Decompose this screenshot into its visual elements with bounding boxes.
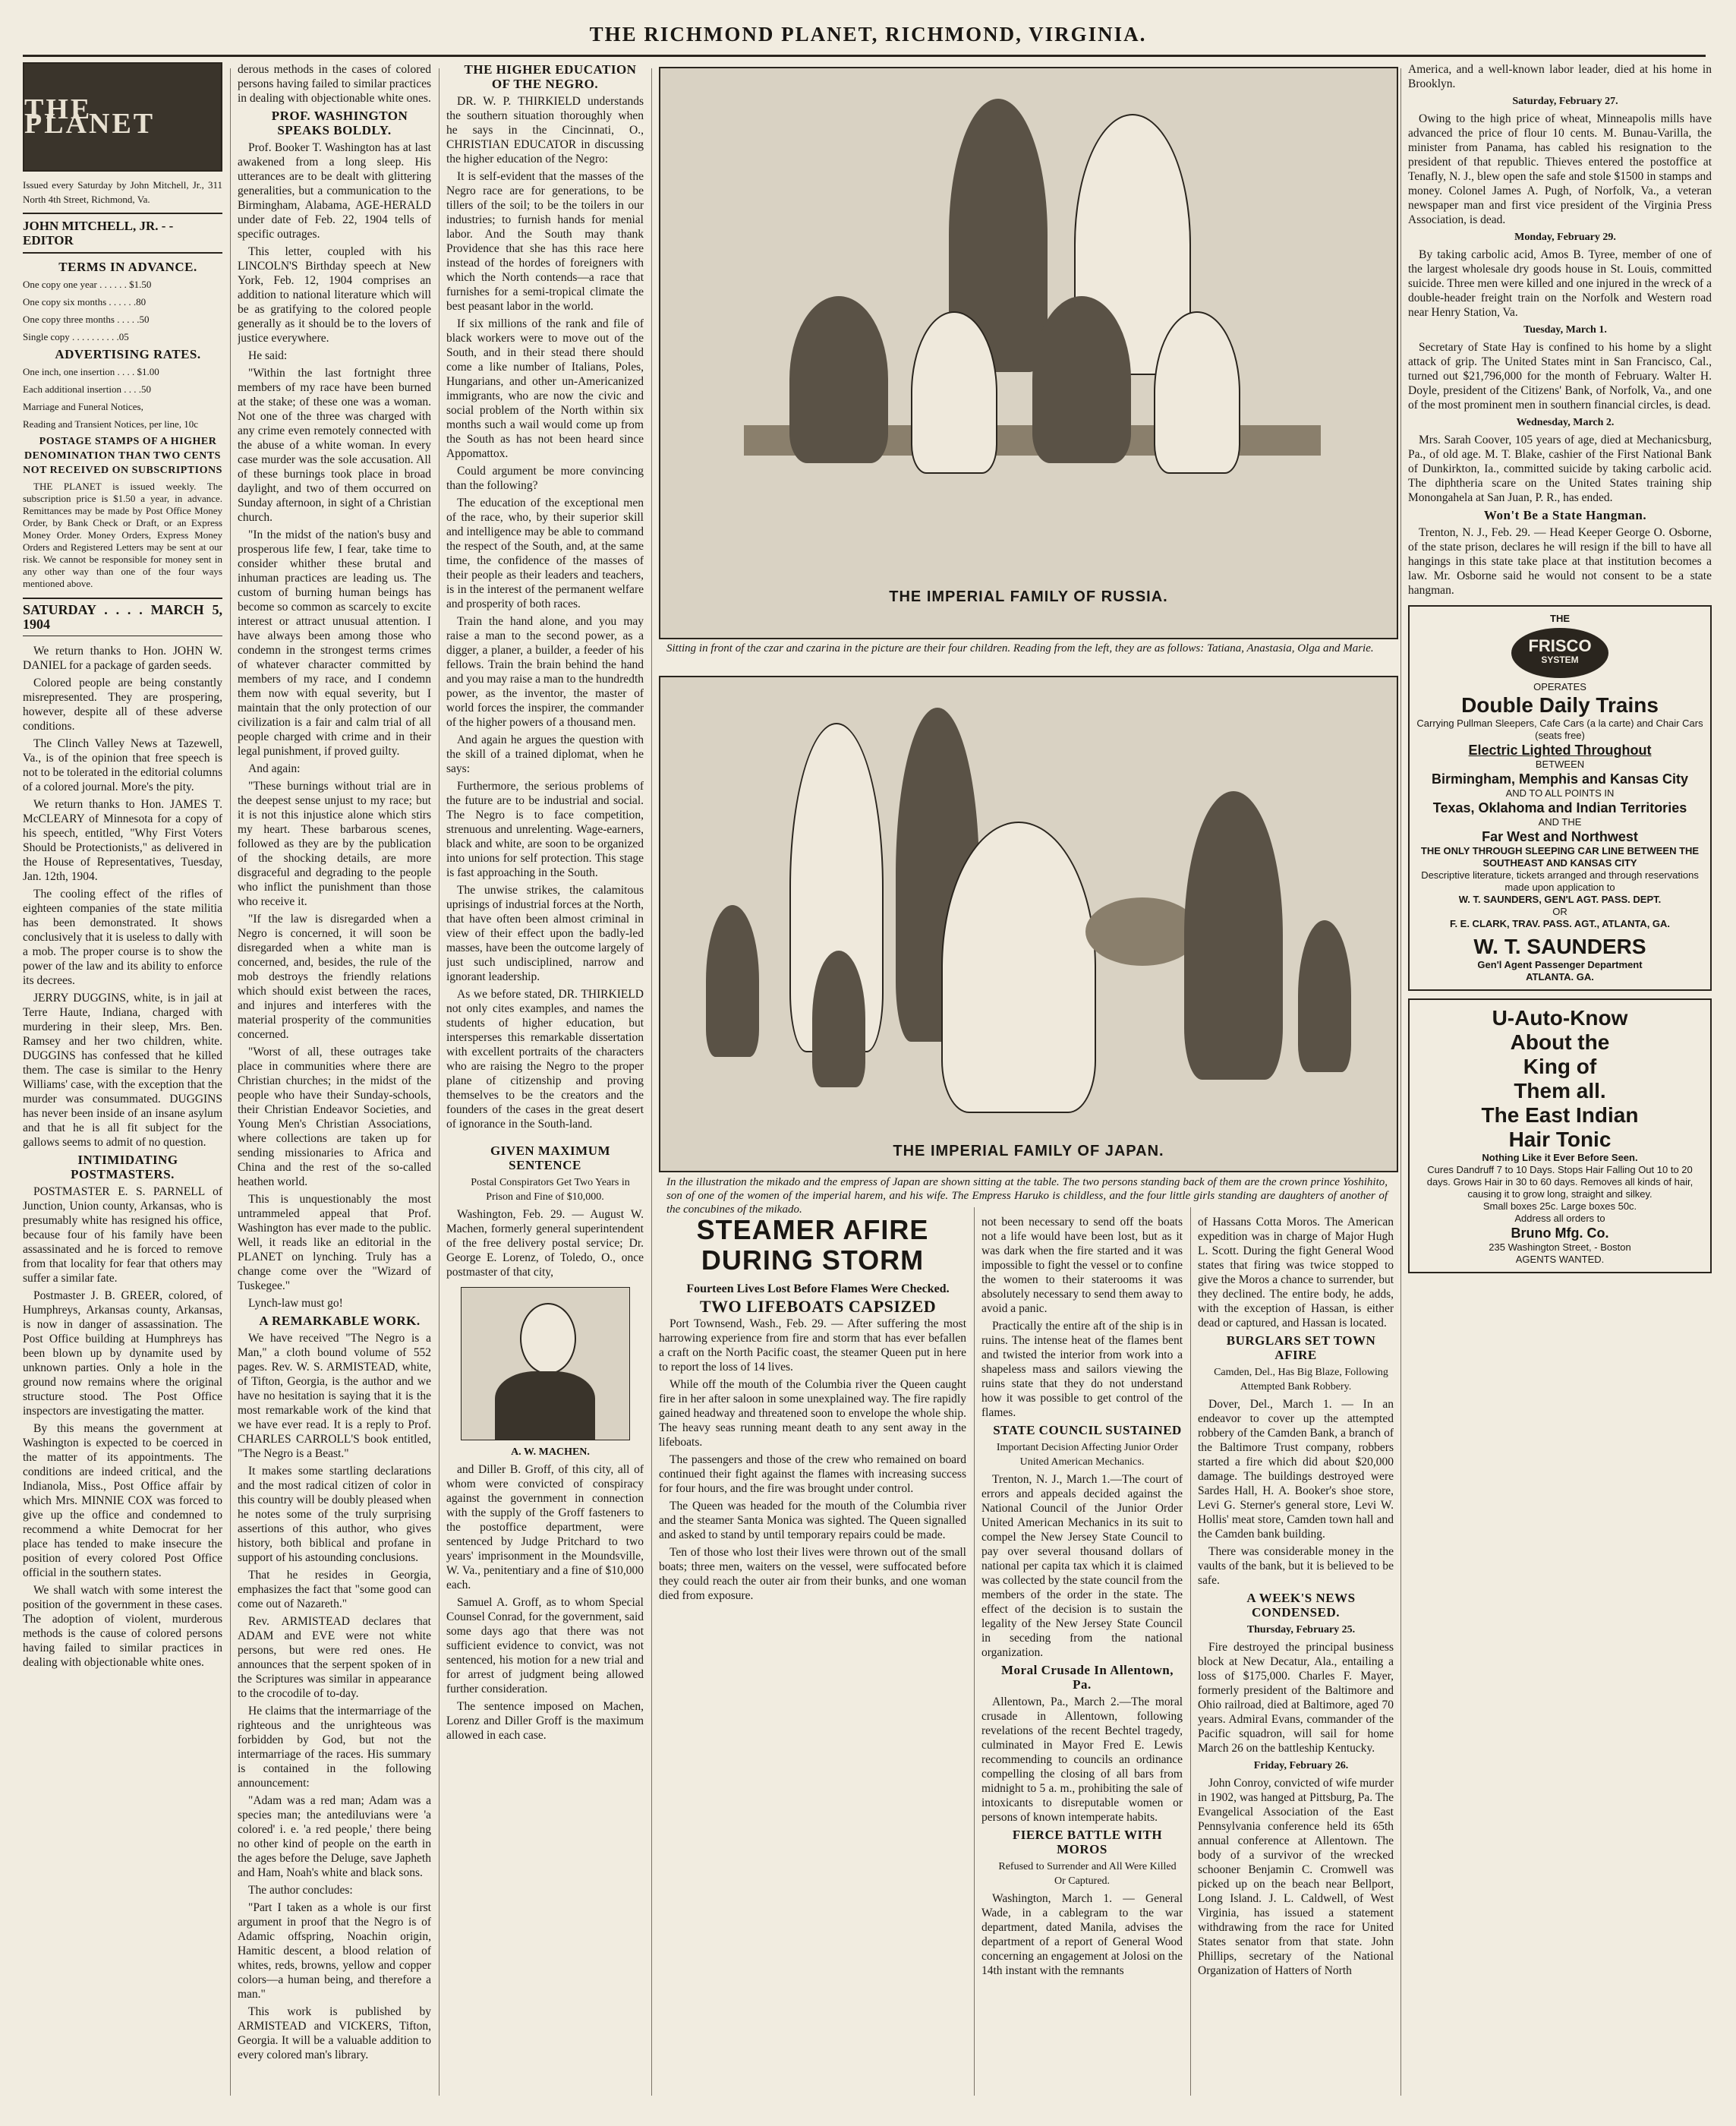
japan-illustration <box>659 676 1398 1172</box>
article-heading: PROF. WASHINGTON SPEAKS BOLDLY. <box>271 109 408 137</box>
child-figure <box>1154 311 1240 474</box>
russia-title: THE IMPERIAL FAMILY OF RUSSIA. <box>889 588 1168 605</box>
ad-text: ATLANTA. GA. <box>1526 971 1594 983</box>
ad-text: AND TO ALL POINTS IN <box>1505 787 1615 799</box>
article-paragraph: The passengers and those of the crew who remained on board continued their fight against the flames with increasing success for four hours, and the fire was brought under control. <box>659 1453 966 1495</box>
article-paragraph: "Part I taken as a whole is our first argument in proof that the Negro is of Adamic offspring, Noachin origin, Hamitic descent, a blood relation of whites, reds, browns, yellow and copper colors—a human being, and therefore a man." <box>238 1901 431 2001</box>
article-heading: INTIMIDATING POSTMASTERS. <box>71 1153 178 1181</box>
russia-caption: Sitting in front of the czar and czarina in the picture are their four children. Reading from the left, they are as follows: Tatiana, Anastasia, Olga and Marie. <box>666 642 1374 655</box>
japan-title: THE IMPERIAL FAMILY OF JAPAN. <box>893 1143 1164 1159</box>
article-paragraph: Could argument be more convincing than the following? <box>446 465 644 492</box>
article-paragraph: "These burnings without trial are in the deepest sense unjust to my race; but it is not this injustice alone which stirs my heart. These barbarous scenes, followed as they are by the publication of the shocking details, are more disgraceful and degrading to the people who inflict the punishment than those who receive it. <box>238 780 431 908</box>
article-paragraph: Port Townsend, Wash., Feb. 29. — After suffering the most harrowing experience from fire and storm that has ever befallen a craft on the North Pacific coast, the steamer Queen put in here to report the loss of 14 lives. <box>659 1317 966 1374</box>
day-news: John Conroy, convicted of wife murder in 1902, was hanged at Pittsburg, Pa. The Evangelical Association of the East Pennsylvania conference held its 65th annual conference at Allentown. The body of a survivor of the wrecked schooner Benjamin C. Cromwell was picked up on the beach near Bellport, Long Island. J. L. Caldwell, of West Virginia, has issued a statement withdrawing from the race for United States senator from that state. John Phillips, secretary of the National Organization of Hatters of North <box>1198 1777 1394 1977</box>
article-paragraph: Ten of those who lost their lives were thrown out of the small boats; three men, waiters on the vessel, were suffocated before they could reach the outer air from their bunks, and one woman died from exposure. <box>659 1546 966 1602</box>
article-paragraph: Trenton, N. J., March 1.—The court of errors and appeals decided against the National Council of the Junior Order United American Mechanics in its suit to compel the New Jersey State Council to pay over several thousand dollars of national per capita tax which it is claimed was collected by the state council from the members of the order in the state. The effect of the decision is to sustain the legality of the New Jersey State Council in seceding from the national organization. <box>981 1473 1183 1659</box>
day-heading: Monday, February 29. <box>1514 232 1616 243</box>
article-paragraph: Train the hand alone, and you may raise a man to the second power, as a digger, a planer, a builder, a feeder of his fellows. Train the brain behind the hand and you may raise a man to the hundredth power, as the inventor, the master of world forces the inspirer, the commander of the higher powers of a thousand men. <box>446 615 644 729</box>
ad-text: Electric Lighted Throughout <box>1468 743 1652 758</box>
day-heading: Saturday, February 27. <box>1512 96 1618 107</box>
ad-headline: Double Daily Trains <box>1461 693 1659 717</box>
terms-heading: TERMS IN ADVANCE. <box>58 260 197 274</box>
column-3 <box>446 62 644 2103</box>
column-rule <box>230 68 231 2096</box>
article-subheading: Postal Conspirators Get Two Years in Prison and Fine of $10,000. <box>471 1177 630 1203</box>
subscription-notice: THE PLANET is issued weekly. The subscription price is $1.50 a year, in advance. Remittances may be made by Post Office Money Order, by Bank Check or Draft, or an Express Money Order. Money Orders, Express Money Orders and Registered Letters may be sent at our risk. We cannot be responsible for money sent in any other way than one of the four ways mentioned above. <box>23 481 222 589</box>
ad-headline: W. T. SAUNDERS <box>1473 935 1646 958</box>
article-paragraph: DR. W. P. THIRKIELD understands the southern situation thoroughly when he says in the Cincinnati, O., CHRISTIAN EDUCATOR in discussing the higher education of the Negro: <box>446 95 644 166</box>
column-rule <box>1190 1207 1191 2096</box>
column-6 <box>1198 1215 1394 2103</box>
article-paragraph: of Hassans Cotta Moros. The American expedition was in charge of Major Hugh L. Scott. During the fight General Wood states that firing was twice stopped to give the Moros a chance to surrender, but they declined. The entire body, he adds, with the exception of Hassan, is either dead or captured, and Hassan is located. <box>1198 1216 1394 1330</box>
day-news: Mrs. Sarah Coover, 105 years of age, died at Mechanicsburg, Pa., of old age. M. T. Blake, cashier of the First National Bank of Dunkirkton, Ia., committed suicide by taking carbolic acid. The diphtheria scare on the United States training ship Monongahela at San Juan, P. R., has ended. <box>1408 434 1712 504</box>
article-heading: THE HIGHER EDUCATION OF THE NEGRO. <box>464 62 637 91</box>
column-4 <box>659 1215 966 2103</box>
article-paragraph: This letter, coupled with his LINCOLN'S Birthday speech at New York, Feb. 12, 1904 comprises an addition to national literature which will be as gratifying to the colored people generally as it should be to the lovers of justice everywhere. <box>238 245 431 345</box>
ad-text: Bruno Mfg. Co. <box>1511 1225 1609 1241</box>
article-paragraph: And again: <box>248 762 301 775</box>
issue-dateline: SATURDAY . . . . MARCH 5, 1904 <box>23 598 222 636</box>
article-subheading: TWO LIFEBOATS CAPSIZED <box>699 1297 937 1316</box>
ad-rates-heading: ADVERTISING RATES. <box>55 347 201 361</box>
ad-text: OR <box>1552 906 1567 917</box>
masthead-logo: THE PLANET <box>23 62 222 172</box>
column-7 <box>1408 62 1712 2103</box>
editorial-paragraph: JERRY DUGGINS, white, is in jail at Terre Haute, Indiana, charged with murdering in their sleep, Mrs. Ben. Ramsey and her two children, white. DUGGINS has confessed that he killed them. The case is similar to the Henry Williams' case, with the exception that the murder was consummated. DUGGINS has never been inside of an insane asylum and that he is all fit subject for the gallows seems to admit of no question. <box>23 992 222 1149</box>
machen-portrait <box>461 1287 630 1440</box>
ad-text: Address all orders to <box>1514 1213 1605 1224</box>
mikado-figure <box>1184 791 1283 1080</box>
article-paragraph: "Within the last fortnight three members of my race have been burned at the stake; of these one was a woman. Not one of the three was charged with any crime even remotely connected with the abuse of a white woman. In every case murder was the sole accusation. All of these burnings took place in broad daylight, and two of them occurred on Sunday afternoon, in sight of a Christian church. <box>238 367 431 524</box>
ad-text: Nothing Like it Ever Before Seen. <box>1482 1152 1638 1163</box>
frisco-logo <box>1511 628 1608 678</box>
child-figure <box>706 905 759 1057</box>
column-1 <box>23 62 222 2103</box>
article-paragraph: While off the mouth of the Columbia river the Queen caught fire in her after saloon in some unexplained way. The fire rapidly gained headway and threatened soon to envelope the whole ship. The heavy seas running meant death to any sent away in the lifeboats. <box>659 1378 966 1449</box>
article-paragraph: Samuel A. Groff, as to whom Special Counsel Conrad, for the government, said some days ago that there was not sufficient evidence to convict, was not sentenced, his motion for a new trial and for arrest of judgment being allowed further consideration. <box>446 1596 644 1695</box>
hair-tonic-advertisement <box>1408 998 1712 1273</box>
child-figure <box>1032 296 1131 463</box>
article-paragraph: The sentence imposed on Machen, Lorenz and Diller Groff is the maximum allowed in each case. <box>446 1700 644 1742</box>
ad-text: Birmingham, Memphis and Kansas City <box>1431 771 1689 787</box>
ad-text: W. T. SAUNDERS, GEN'L AGT. PASS. DEPT. <box>1458 894 1662 905</box>
article-paragraph: If six millions of the rank and file of black workers were to move out of the South, and in their stead there should come a like number of Italians, Poles, Hungarians, and other un-Americanized immigrants, who are now the civic and social problem of the North within six months such a wail would come up from the South as has not been heard since Appomattox. <box>446 317 644 460</box>
article-subheading: Important Decision Affecting Junior Order United American Mechanics. <box>996 1442 1179 1468</box>
empress-figure <box>941 822 1096 1113</box>
column-rule <box>1400 68 1401 2096</box>
child-figure <box>812 951 865 1087</box>
column-rule <box>651 68 652 2096</box>
ad-text: AGENTS WANTED. <box>1515 1254 1605 1265</box>
article-paragraph: Dover, Del., March 1. — In an endeavor to cover up the attempted robbery of the Camden Bank, a branch of the Baltimore Trust company, robbers started a fire which did about $20,000 damage. The buildings destroyed were Sardes Hall, H. A. Booker's shoe store, Levi G. Sterner's general store, Levi W. Hollis' meat store, Camden town hall and the Camden bank building. <box>1198 1398 1394 1541</box>
ad-text: Descriptive literature, tickets arranged and through reservations made upon application to <box>1421 869 1699 893</box>
ad-headline: U-Auto-Know <box>1492 1006 1628 1030</box>
ad-text: BETWEEN <box>1535 759 1585 770</box>
article-heading: Moral Crusade In Allentown, Pa. <box>1001 1663 1174 1692</box>
article-heading: BURGLARS SET TOWN AFIRE <box>1226 1333 1376 1362</box>
day-heading: Friday, February 26. <box>1253 1760 1349 1771</box>
article-paragraph: Washington, Feb. 29. — August W. Machen, formerly general superintendent of the free delivery postal service; Dr. George E. Lorenz, of Toledo, O., once postmaster of that city, <box>446 1208 644 1279</box>
article-paragraph: America, and a well-known labor leader, died at his home in Brooklyn. <box>1408 63 1712 90</box>
stamps-notice: POSTAGE STAMPS OF A HIGHER DENOMINATION THAN TWO CENTS NOT RECEIVED ON SUBSCRIPTIONS <box>23 436 222 476</box>
article-paragraph: "Adam was a red man; Adam was a species man; the antediluvians were 'a colored' i. e. 'a red people,' there being no other kind of people on the earth in the ages before the Deluge, save Japheth and Ham, Noah's white and black sons. <box>238 1794 431 1879</box>
editorial-paragraph: The Clinch Valley News at Tazewell, Va., is of the opinion that free speech is not to be tolerated in the editorial columns of a colored journal. More's the pity. <box>23 737 222 793</box>
russia-illustration <box>659 67 1398 639</box>
day-heading: Wednesday, March 2. <box>1516 417 1615 428</box>
ad-text: Small boxes 25c. Large boxes 50c. <box>1482 1200 1637 1212</box>
ad-text: Far West and Northwest <box>1482 829 1638 844</box>
table <box>1085 897 1199 966</box>
article-paragraph: By this means the government at Washington is expected to be coerced in the matter of its appointments. The conditions are indeed critical, and the Indianola, Miss., Post Office affair by which Mrs. MINNIE COX was forced to give up the office and condemned to recommend a white Democrat for her place has tended to make insecure the position of every colored Post Office official in the southern states. <box>23 1422 222 1579</box>
ad-rate-item: Each additional insertion . . . .50 <box>23 383 151 395</box>
ad-text: F. E. CLARK, TRAV. PASS. AGT., ATLANTA, GA. <box>1449 918 1671 929</box>
ad-headline: King of <box>1523 1055 1597 1078</box>
portrait-face <box>520 1303 576 1374</box>
steamer-headline: STEAMER AFIRE <box>696 1215 929 1245</box>
article-paragraph: As we before stated, DR. THIRKIELD not only cites examples, and names the students of higher education, but intersperses this remarkable dissertation with excellent portraits of the characters who are raising the Negro to the proper plane of citizenship and proving themselves to be the creators and the founders of the cases in the great desert of ignorance in the South-land. <box>446 988 644 1131</box>
child-figure <box>911 311 997 474</box>
ad-rate-item: Marriage and Funeral Notices, <box>23 401 143 412</box>
column-rule <box>439 68 440 2096</box>
japan-caption: In the illustration the mikado and the empress of Japan are shown sitting at the table. The two persons standing back of them are the crown prince Yoshihito, son of one of the women of the imperial harem, and his wife. The Empress Haruko is childless, and the four little girls standing are daughters of another of the concubines of the mikado. <box>666 1176 1388 1216</box>
article-paragraph: Allentown, Pa., March 2.—The moral crusade in Allentown, following revelations of the recent Bechtel tragedy, culminated in Mayor Fred E. Lewis recommending to councils an ordinance compelling the closing of all bars from midnight to 5 a. m., prohibiting the sale of intoxicants to disreputable women or persons of known intemperate habits. <box>981 1695 1183 1824</box>
column-2 <box>238 62 431 2103</box>
ad-text: THE ONLY THROUGH SLEEPING CAR LINE BETWEEN THE SOUTHEAST AND KANSAS CITY <box>1420 845 1700 869</box>
publisher-line: Issued every Saturday by John Mitchell, Jr., 311 North 4th Street, Richmond, Va. <box>23 179 222 205</box>
day-news: Secretary of State Hay is confined to his home by a slight attack of grip. The United States mint in San Francisco, Cal., turned out $21,796,000 for the month of February. Walter H. Doyle, president of the Citizens' Bank, of Norfolk, Va., and one of the most prominent men in southern financial circles, is dead. <box>1408 341 1712 412</box>
article-heading: A WEEK'S NEWS CONDENSED. <box>1246 1591 1356 1620</box>
article-paragraph: He claims that the intermarriage of the righteous and the unrighteous was forbidden by God, but not the intermarriage of the races. His summary is contained in the following announcement: <box>238 1705 431 1790</box>
ad-text: AND THE <box>1538 816 1582 828</box>
ad-text: Cures Dandruff 7 to 10 Days. Stops Hair Falling Out 10 to 20 days. Grows Hair in 30 to 60 days. Removes all kinds of hair, causing it to grow long, straight and silkey. <box>1426 1164 1693 1200</box>
day-heading: Tuesday, March 1. <box>1523 324 1607 336</box>
article-paragraph: That he resides in Georgia, emphasizes the fact that "some good can come out of Nazareth." <box>238 1569 431 1610</box>
article-paragraph: We have received "The Negro is a Man," a cloth bound volume of 552 pages. Rev. W. S. ARMISTEAD, white, of Tifton, Georgia, is the author and we have no hesitation is saying that it is the most remarkable work of the kind that we have ever read. It is a reply to Prof. CHARLES CARROLL'S book entitled, "The Negro is a Beast." <box>238 1332 431 1460</box>
editorial-paragraph: Colored people are being constantly misrepresented. They are prospering, however, despite all of these adverse conditions. <box>23 677 222 733</box>
portrait-body <box>495 1371 596 1440</box>
article-paragraph: The Queen was headed for the mouth of the Columbia river and the steamer Santa Monica was sighted. The Queen signalled and asked to stand by until temporary repairs could be made. <box>659 1500 966 1541</box>
child-figure <box>1298 920 1351 1072</box>
terms-item: One copy six months . . . . . .80 <box>23 296 147 308</box>
ad-text: Gen'l Agent Passenger Department <box>1477 959 1643 970</box>
continued-text: derous methods in the cases of colored persons having failed to similar practices in dealing with objectionable white ones. <box>238 63 431 105</box>
article-paragraph: "If the law is disregarded when a Negro is concerned, it will soon be disregarded when a white man is concerned, and, besides, the rule of the mob destroys the friendly relations which should exist between the races, and injures and interferes with the material prosperity of the communities concerned. <box>238 913 431 1041</box>
article-paragraph: And again he argues the question with the skill of a trained diplomat, when he says: <box>446 733 644 775</box>
article-paragraph: Postmaster J. B. GREER, colored, of Humphreys, Arkansas county, Arkansas, is now in danger of assassination. The Post Office building at Humphreys has been blown up by dynamite used by unknown parties. Only a hole in the ground now remains where the original structure stood. The Post Office inspectors are investigating the matter. <box>23 1289 222 1418</box>
article-paragraph: There was considerable money in the vaults of the bank, but it is believed to be safe. <box>1198 1545 1394 1587</box>
article-paragraph: This is unquestionably the most untrammeled appeal that Prof. Washington has ever made to the public. Well, it reads like an editorial in the PLANET on lynching. Truly has a change come over the "Wizard of Tuskegee." <box>238 1193 431 1292</box>
ad-rate-item: One inch, one insertion . . . . $1.00 <box>23 366 159 377</box>
day-news: Owing to the high price of wheat, Minneapolis mills have advanced the price of flour 10 cents. M. Bunau-Varilla, the minister from Panama, has cabled his resignation to the president of that republic. Thieves entered the postoffice at Tenafly, N. J., blew open the safe and stole $1500 in stamps and money. Colonel James A. Pugh, of Norfolk, Va., a veteran newspaper man and first vice president of the Virginia Press Association, is dead. <box>1408 112 1712 226</box>
article-paragraph: and Diller B. Groff, of this city, all of whom were convicted of conspiracy against the government in connection with the supply of the Groff fasteners to the postoffice department, were sentenced by Judge Pritchard to two years' imprisonment in the Moundsville, W. Va., penitentiary and a fine of $10,000 each. <box>446 1463 644 1591</box>
ad-text: 235 Washington Street, - Boston <box>1489 1241 1631 1253</box>
ad-text: Carrying Pullman Sleepers, Cafe Cars (a la carte) and Chair Cars (seats free) <box>1416 718 1703 741</box>
ad-headline: Them all. <box>1514 1079 1606 1102</box>
terms-item: One copy one year . . . . . . $1.50 <box>23 279 152 290</box>
editorial-paragraph: The cooling effect of the rifles of eighteen companies of the state militia has been demonstrated. It shows conclusively that it is useless to dally with a mob. The proper course is to show the power of the law and its ability to enforce its decrees. <box>23 888 222 987</box>
frisco-logo-text: FRISCO <box>1528 636 1592 655</box>
editor-line: JOHN MITCHELL, JR. - - EDITOR <box>23 213 222 254</box>
ad-text: OPERATES <box>1533 681 1586 692</box>
article-paragraph: It is self-evident that the masses of the Negro race are for generations, to be tillers of the soil; to be the toilers in our industries; to furnish hands for menial labor. And the South may thank Providence that she has this race here instead of the hordes of foreigners with which the North contends—a race that furnishes for a semi-tropical climate the best peasant labor in the world. <box>446 170 644 313</box>
child-figure <box>789 296 888 463</box>
article-paragraph: Rev. ARMISTEAD declares that ADAM and EVE were not white persons, but were red ones. He announces that the serpent spoken of in the Scriptures was similar in appearance to the crocodile of to-day. <box>238 1615 431 1700</box>
article-paragraph: not been necessary to send off the boats not a life would have been lost, but as it was dark when the fire started and it was impossible to fight the vessel or to confine the women to their staterooms it was absolutely necessary to send them away to avoid a panic. <box>981 1216 1183 1315</box>
top-rule <box>23 55 1706 57</box>
ad-text: THE <box>1550 613 1570 624</box>
article-paragraph: Furthermore, the serious problems of the future are to be industrial and social. The Negro is to face competition, strenuous and unrelenting. Wage-earners, black and white, are soon to be organized into unions for self protection. This stage is fast approaching in the South. <box>446 780 644 879</box>
article-heading: FIERCE BATTLE WITH MOROS <box>1012 1828 1163 1856</box>
steamer-headline: DURING STORM <box>701 1244 925 1276</box>
ad-text: Texas, Oklahoma and Indian Territories <box>1432 800 1687 815</box>
column-5 <box>981 1215 1183 2103</box>
ad-headline: About the <box>1510 1030 1610 1054</box>
article-paragraph: This work is published by ARMISTEAD and VICKERS, Tifton, Georgia. It will be a valuable addition to every colored man's library. <box>238 2005 431 2061</box>
ad-headline: Hair Tonic <box>1508 1128 1612 1151</box>
article-paragraph: Prof. Booker T. Washington has at last awakened from a long sleep. His utterances are to be dealt with glittering generalities, but a communication to the Birmingham, Alabama, AGE-HERALD under date of Feb. 22, 1904 tells of specific outrages. <box>238 141 431 241</box>
portrait-caption: A. W. MACHEN. <box>511 1446 590 1458</box>
article-paragraph: "In the midst of the nation's busy and prosperous life few, I fear, take time to consider whither these brutal and inhuman practices are leading us. The custom of burning human beings has become so common as scarcely to excite interest or attract unusual attention. I have always been among those who condemn in the strongest terms crimes of whatever character committed by members of my race, and I condemn them now with equal severity, but I maintain that the only protection of our civilization is a fair and calm trial of all people charged with crime and in their legal punishment, if proved guilty. <box>238 528 431 758</box>
article-subheading: Camden, Del., Has Big Blaze, Following Attempted Bank Robbery. <box>1214 1367 1388 1393</box>
frisco-advertisement <box>1408 605 1712 991</box>
article-heading: A REMARKABLE WORK. <box>259 1314 421 1328</box>
article-heading: GIVEN MAXIMUM SENTENCE <box>490 1143 611 1172</box>
column-rule <box>974 1207 975 2096</box>
article-paragraph: Lynch-law must go! <box>248 1297 343 1310</box>
article-subheading: Refused to Surrender and All Were Killed Or Captured. <box>998 1861 1177 1887</box>
article-paragraph: He said: <box>248 349 288 362</box>
article-paragraph: Trenton, N. J., Feb. 29. — Head Keeper George O. Osborne, of the state prison, declares he will resign if the bill to have all hangings in this state take place at that institution becomes a law. Mr. Osborne said he would not consent to be a state hangman. <box>1408 526 1712 597</box>
article-paragraph: "Worst of all, these outrages take place in communities where there are Christian churches; in the midst of the people who have their Sunday-schools, their Christian Endeavor Societies, and Young Men's Christian Associations, where collections are taken up for sending missionaries to Africa and China and the rest of the so-called heathen world. <box>238 1046 431 1188</box>
article-subheading: Fourteen Lives Lost Before Flames Were Checked. <box>686 1282 950 1295</box>
article-paragraph: It makes some startling declarations and the most radical citizen of color in this country will be doubly pleased when he notes some of the truly surprising assertions of this author, who gives history, both biblical and profane in support of his astounding conclusions. <box>238 1465 431 1564</box>
day-news: By taking carbolic acid, Amos B. Tyree, member of one of the largest wholesale dry goods house in St. Louis, committed suicide. Three men were killed and one injured in the wreck of a double-header freight train on the Norfolk and Western road near Henry Station, Va. <box>1408 248 1712 319</box>
article-paragraph: Washington, March 1. — General Wade, in a cablegram to the war department, dated Manila, advises the department of a report of General Wood concerning an engagement at Jolosi on the 14th instant with the remnants <box>981 1892 1183 1977</box>
article-paragraph: POSTMASTER E. S. PARNELL of Junction, Union county, Arkansas, who is presumably white has resigned his office, because four of his family have been assassinated and he is forced to remove from that locality for fear that others may suffer a similar fate. <box>23 1185 222 1285</box>
running-head: THE RICHMOND PLANET, RICHMOND, VIRGINIA. <box>589 23 1147 46</box>
editorial-paragraph: We return thanks to Hon. JOHN W. DANIEL for a package of garden seeds. <box>23 645 222 672</box>
article-paragraph: Practically the entire aft of the ship is in ruins. The intense heat of the flames bent and twisted the interior from work into a shapeless mass and sailors viewing the ruins state that they do not understand how it was possible to get control of the flames. <box>981 1320 1183 1419</box>
ad-rate-item: Reading and Transient Notices, per line, 10c <box>23 418 199 430</box>
terms-item: Single copy . . . . . . . . . .05 <box>23 331 129 342</box>
ad-headline: The East Indian <box>1481 1103 1639 1127</box>
article-paragraph: We shall watch with some interest the position of the government in these cases. The adoption of violent, murderous methods is the cause of colored persons having failed to similar practices in dealing with objectionable white ones. <box>23 1584 222 1669</box>
article-heading: Won't Be a State Hangman. <box>1483 508 1647 522</box>
article-paragraph: The unwise strikes, the calamitous uprisings of industrial forces at the North, that have often been almost criminal in view of their effect upon the badly-led masses, have been the outcome largely of just such undisciplined, narrow and ignorant leadership. <box>446 884 644 983</box>
terms-item: One copy three months . . . . .50 <box>23 314 150 325</box>
day-heading: Thursday, February 25. <box>1246 1624 1356 1636</box>
day-news: Fire destroyed the principal business block at New Decatur, Ala., entailing a loss of $175,000. Charles F. Mayer, formerly president of the Baltimore and Ohio railroad, died at Baltimore, aged 70 years. Admiral Evans, commander of the Pacific squadron, will sail for home March 26 on the battleship Kentucky. <box>1198 1641 1394 1755</box>
editorial-paragraph: We return thanks to Hon. JAMES T. McCLEARY of Minnesota for a copy of his speech, entitled, "Why First Voters Should be Protectionists," as delivered in the House of Representatives, Tuesday, Jan. 12th, 1904. <box>23 798 222 883</box>
frisco-logo-sub: SYSTEM <box>1541 655 1579 665</box>
article-paragraph: The education of the exceptional men of the race, who, by their superior skill and intelligence may be able to command the respect of the South, and, at the same time, the confidence of the masses of their people as their leaders and teachers, is in the interest of the permanent welfare and prosperity of both races. <box>446 497 644 610</box>
article-heading: STATE COUNCIL SUSTAINED <box>993 1423 1182 1437</box>
article-paragraph: The author concludes: <box>248 1884 353 1897</box>
